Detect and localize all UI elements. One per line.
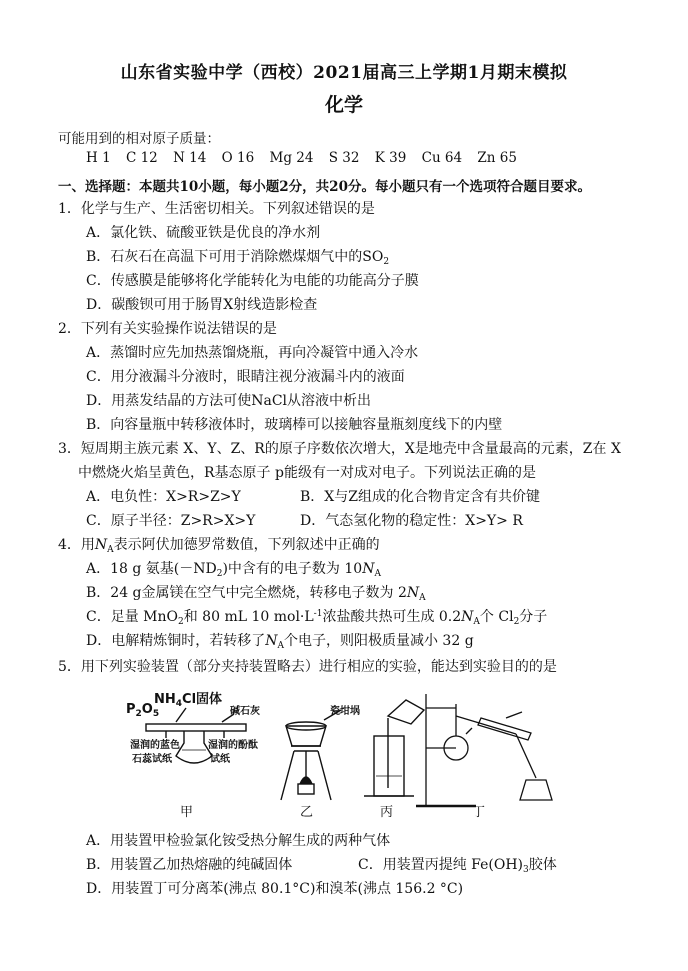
apparatus-yi — [281, 710, 341, 800]
apparatus-figure — [126, 688, 566, 823]
q2-option-b: B．向容量瓶中转移液体时，玻璃棒可以接触容量瓶刻度线下的内壁 — [86, 417, 503, 433]
q2-stem: 2．下列有关实验操作说法错误的是 — [58, 321, 277, 337]
q5-option-d: D．用装置丁可分离苯(沸点 80.1°C)和溴苯(沸点 156.2 °C) — [86, 881, 464, 897]
label-soda-lime: 碱石灰 — [230, 706, 260, 717]
q2-option-a: A．蒸馏时应先加热蒸馏烧瓶，再向冷凝管中通入冷水 — [86, 345, 419, 361]
q2-option-c: C．用分液漏斗分液时，眼睛注视分液漏斗内的液面 — [86, 369, 405, 385]
label-nh4cl: $NH_4Cl$固体 — [154, 692, 223, 709]
label-phenol-1: 湿润的酚酞 — [208, 740, 258, 751]
q5-option-b: B．用装置乙加热熔融的纯碱固体 — [86, 857, 293, 873]
q4-option-c: C．足量 MnO$_2$和 80 mL 10 $mol\cdot L^{-1}$浓盐酸共热可生成 $0.2N_A$个 $Cl_2$分子 — [86, 609, 548, 627]
apparatus-ding — [416, 694, 552, 806]
atomic-mass-item: Zn 65 — [477, 150, 517, 166]
atomic-mass-item: C 12 — [125, 150, 158, 166]
atomic-mass-item: O 16 — [221, 150, 255, 166]
label-blue-litmus-1: 湿润的蓝色 — [130, 740, 180, 751]
atomic-mass-item: K 39 — [374, 150, 407, 166]
q2-option-d: D．用蒸发结晶的方法可使NaCl从溶液中析出 — [86, 393, 372, 409]
q4-stem: 4．用$N_A$表示阿伏加德罗常数值，下列叙述中正确的 — [58, 537, 380, 555]
label-blue-litmus-2: 石蕊试纸 — [132, 754, 172, 765]
q3-option-d: D．气态氢化物的稳定性：X>Y> R — [300, 513, 523, 529]
q5-stem: 5．用下列实验装置（部分夹持装置略去）进行相应的实验，能达到实验目的的是 — [58, 659, 557, 675]
q3-option-b: B．X与Z组成的化合物肯定含有共价键 — [300, 489, 540, 505]
atomic-mass-item: S 32 — [328, 150, 360, 166]
label-jia: 甲 — [180, 805, 194, 820]
label-phenol-2: 试纸 — [210, 754, 230, 765]
label-yi: 乙 — [300, 805, 314, 820]
q5-option-c: C．用装置丙提纯 $Fe(OH)_3$胶体 — [358, 857, 557, 875]
q3-option-c: C．原子半径：Z>R>X>Y — [86, 513, 256, 529]
section-heading: 一、选择题：本题共10小题，每小题2分，共20分。每小题只有一个选项符合题目要求。 — [58, 179, 591, 195]
label-bing: 丙 — [380, 805, 394, 820]
q1-option-a: A．氯化铁、硫酸亚铁是优良的净水剂 — [86, 225, 321, 241]
q1-option-d: D．碳酸钡可用于肠胃X射线造影检查 — [86, 297, 318, 313]
q1-stem: 1．化学与生产、生活密切相关。下列叙述错误的是 — [58, 201, 375, 217]
q5-option-a: A．用装置甲检验氯化铵受热分解生成的两种气体 — [86, 833, 391, 849]
label-ding: 丁 — [472, 805, 486, 820]
apparatus-bing — [364, 700, 424, 796]
q4-option-d: D．电解精炼铜时，若转移了$N_A$个电子，则阳极质量减小 32 g — [86, 633, 474, 651]
q3-stem-cont: 中燃烧火焰呈黄色，R基态原子 p能级有一对成对电子。下列说法正确的是 — [78, 465, 536, 481]
label-crucible: 瓷坩埚 — [330, 706, 360, 717]
q4-option-a: A．18 g 氨基$(-ND_2)$中含有的电子数为 $10N_A$ — [86, 561, 381, 579]
atomic-mass-item: N 14 — [173, 150, 207, 166]
q1-option-c: C．传感膜是能够将化学能转化为电能的功能高分子膜 — [86, 273, 419, 289]
q1-option-b: B．石灰石在高温下可用于消除燃煤烟气中的$SO_2$ — [86, 249, 390, 267]
q4-option-b: B．24 g金属镁在空气中完全燃烧，转移电子数为 $2N_A$ — [86, 585, 426, 603]
atomic-mass-list — [86, 150, 528, 166]
atomic-mass-item: Cu 64 — [421, 150, 463, 166]
q3-stem: 3．短周期主族元素 X、Y、Z、R的原子序数依次增大，X是地壳中含量最高的元素，Z在 X — [58, 441, 621, 457]
atomic-mass-item: H 1 — [86, 150, 111, 166]
q3-option-a: A．电负性：X>R>Z>Y — [86, 489, 241, 505]
subject-heading: 化学 — [324, 94, 363, 116]
exam-title: 山东省实验中学（西校）2021届高三上学期1月期末模拟 — [120, 63, 568, 83]
atomic-mass-label: 可能用到的相对原子质量： — [58, 131, 220, 147]
label-p2o5: $P_2O_5$ — [126, 702, 160, 719]
atomic-mass-item: Mg 24 — [269, 150, 314, 166]
